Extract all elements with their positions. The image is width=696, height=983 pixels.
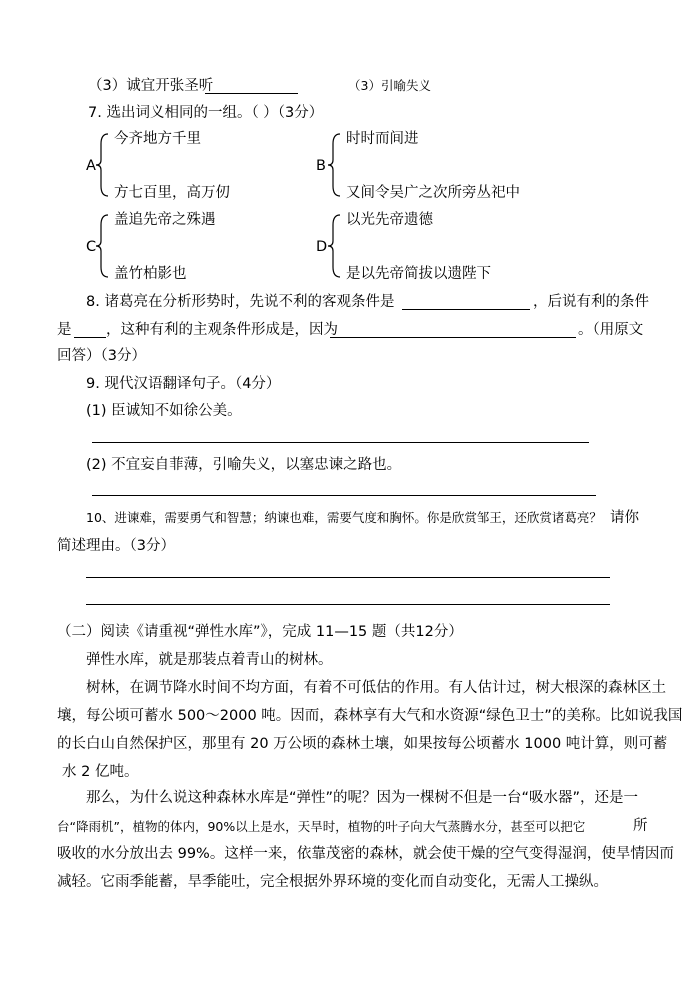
q7-option-b-letter[interactable]: B — [316, 158, 326, 174]
q7-option-b-top: 时时而间进 — [346, 131, 419, 147]
q10-answer-line-1[interactable] — [86, 577, 610, 578]
q8-line1-end: ，后说有利的条件 — [533, 294, 649, 310]
q7-option-a-brace-icon — [94, 130, 110, 200]
q7-stem: 7. 选出词义相同的一组。（ ）（3分） — [88, 105, 324, 121]
q7-option-c-brace-icon — [94, 211, 110, 281]
q7-option-d-letter[interactable]: D — [316, 239, 328, 255]
passage-p2-line4: 水 2 亿吨。 — [62, 764, 139, 780]
q6-item3-left: （3）诚宜开张圣听 — [88, 78, 214, 94]
q8-line3: 回答）（3分） — [57, 348, 146, 364]
passage-p1: 弹性水库，就是那装点着青山的树林。 — [86, 652, 333, 668]
q8-blank-1[interactable] — [402, 309, 530, 310]
passage-p2-line1: 树林，在调节降水时间不均方面，有着不可低估的作用。有人估计过，树大根深的森林区土 — [86, 680, 666, 696]
q7-option-c-letter[interactable]: C — [86, 239, 97, 255]
q8-line2-start: 是 — [57, 322, 72, 338]
passage-p3-line3: 吸收的水分放出去 99%。这样一来，依靠茂密的森林，就会使干燥的空气变得湿润，使旱情因而 — [57, 846, 674, 862]
q8-blank-2[interactable] — [74, 337, 106, 338]
q7-option-d-brace-icon — [326, 211, 342, 281]
passage-p3-line4: 减轻。它雨季能蓄，旱季能吐，完全根据外界环境的变化而自动变化，无需人工操纵。 — [57, 874, 608, 890]
passage-p3-line2: 台“降雨机”，植物的体内，90%以上是水，天旱时，植物的叶子向大气蒸腾水分，甚至可以把它 — [57, 819, 586, 834]
q10-line1: 10、进谏难，需要勇气和智慧；纳谏也难，需要气度和胸怀。你是欣赏邹王，还欣赏诸葛亮？ — [86, 510, 602, 525]
q7-option-c-bottom: 盖竹柏影也 — [114, 266, 187, 282]
q9-sentence-1: (1) 臣诚知不如徐公美。 — [86, 403, 242, 419]
q8-line2-mid: ，这种有利的主观条件形成是，因为 — [106, 322, 338, 338]
q7-option-a-letter[interactable]: A — [86, 158, 96, 174]
q7-option-a-bottom: 方七百里，高万仞 — [114, 185, 230, 201]
q7-option-c-top: 盖追先帝之殊遇 — [114, 212, 216, 228]
passage-p3-line1: 那么，为什么说这种森林水库是“弹性”的呢？因为一棵树不但是一台“吸水器”，还是一 — [86, 790, 639, 806]
q9-answer-line-1[interactable] — [92, 442, 589, 443]
q9-sentence-2: (2) 不宜妄自菲薄，引喻失义，以塞忠谏之路也。 — [86, 457, 402, 473]
q9-stem: 9. 现代汉语翻译句子。（4分） — [86, 376, 281, 392]
q6-item3-blank[interactable] — [205, 93, 298, 94]
passage-p2-line2: 壤，每公顷可蓄水 500～2000 吨。因而，森林享有大气和水资源“绿色卫士”的美称。比如说我国 — [57, 708, 683, 724]
passage-p3-line2-end: 所 — [633, 818, 648, 834]
q8-line1: 8. 诸葛亮在分析形势时，先说不利的客观条件是 — [86, 294, 395, 310]
q7-option-d-top: 以光先帝遗德 — [346, 212, 433, 228]
q6-item3-right: （3）引喻失义 — [348, 78, 431, 93]
q10-line2: 简述理由。（3分） — [57, 538, 175, 554]
passage-p2-line3: 的长白山自然保护区，那里有 20 万公顷的森林土壤，如果按每公顷蓄水 1000 吨计算，则可蓄 — [57, 736, 668, 752]
q7-option-b-brace-icon — [326, 130, 342, 200]
q7-option-a-top: 今齐地方千里 — [114, 131, 201, 147]
q7-option-b-bottom: 又间令吴广之次所旁丛祀中 — [346, 185, 520, 201]
q7-option-d-bottom: 是以先帝简拔以遗陛下 — [346, 266, 491, 282]
q10-answer-line-2[interactable] — [86, 604, 610, 605]
q8-line2-end: 。（用原文 — [578, 322, 644, 338]
q9-answer-line-2[interactable] — [92, 495, 596, 496]
q8-blank-3[interactable] — [330, 337, 576, 338]
q10-line1-end: 请你 — [610, 510, 639, 526]
section2-heading: （二）阅读《请重视“弹性水库”》，完成 11—15 题（共12分） — [57, 624, 463, 640]
